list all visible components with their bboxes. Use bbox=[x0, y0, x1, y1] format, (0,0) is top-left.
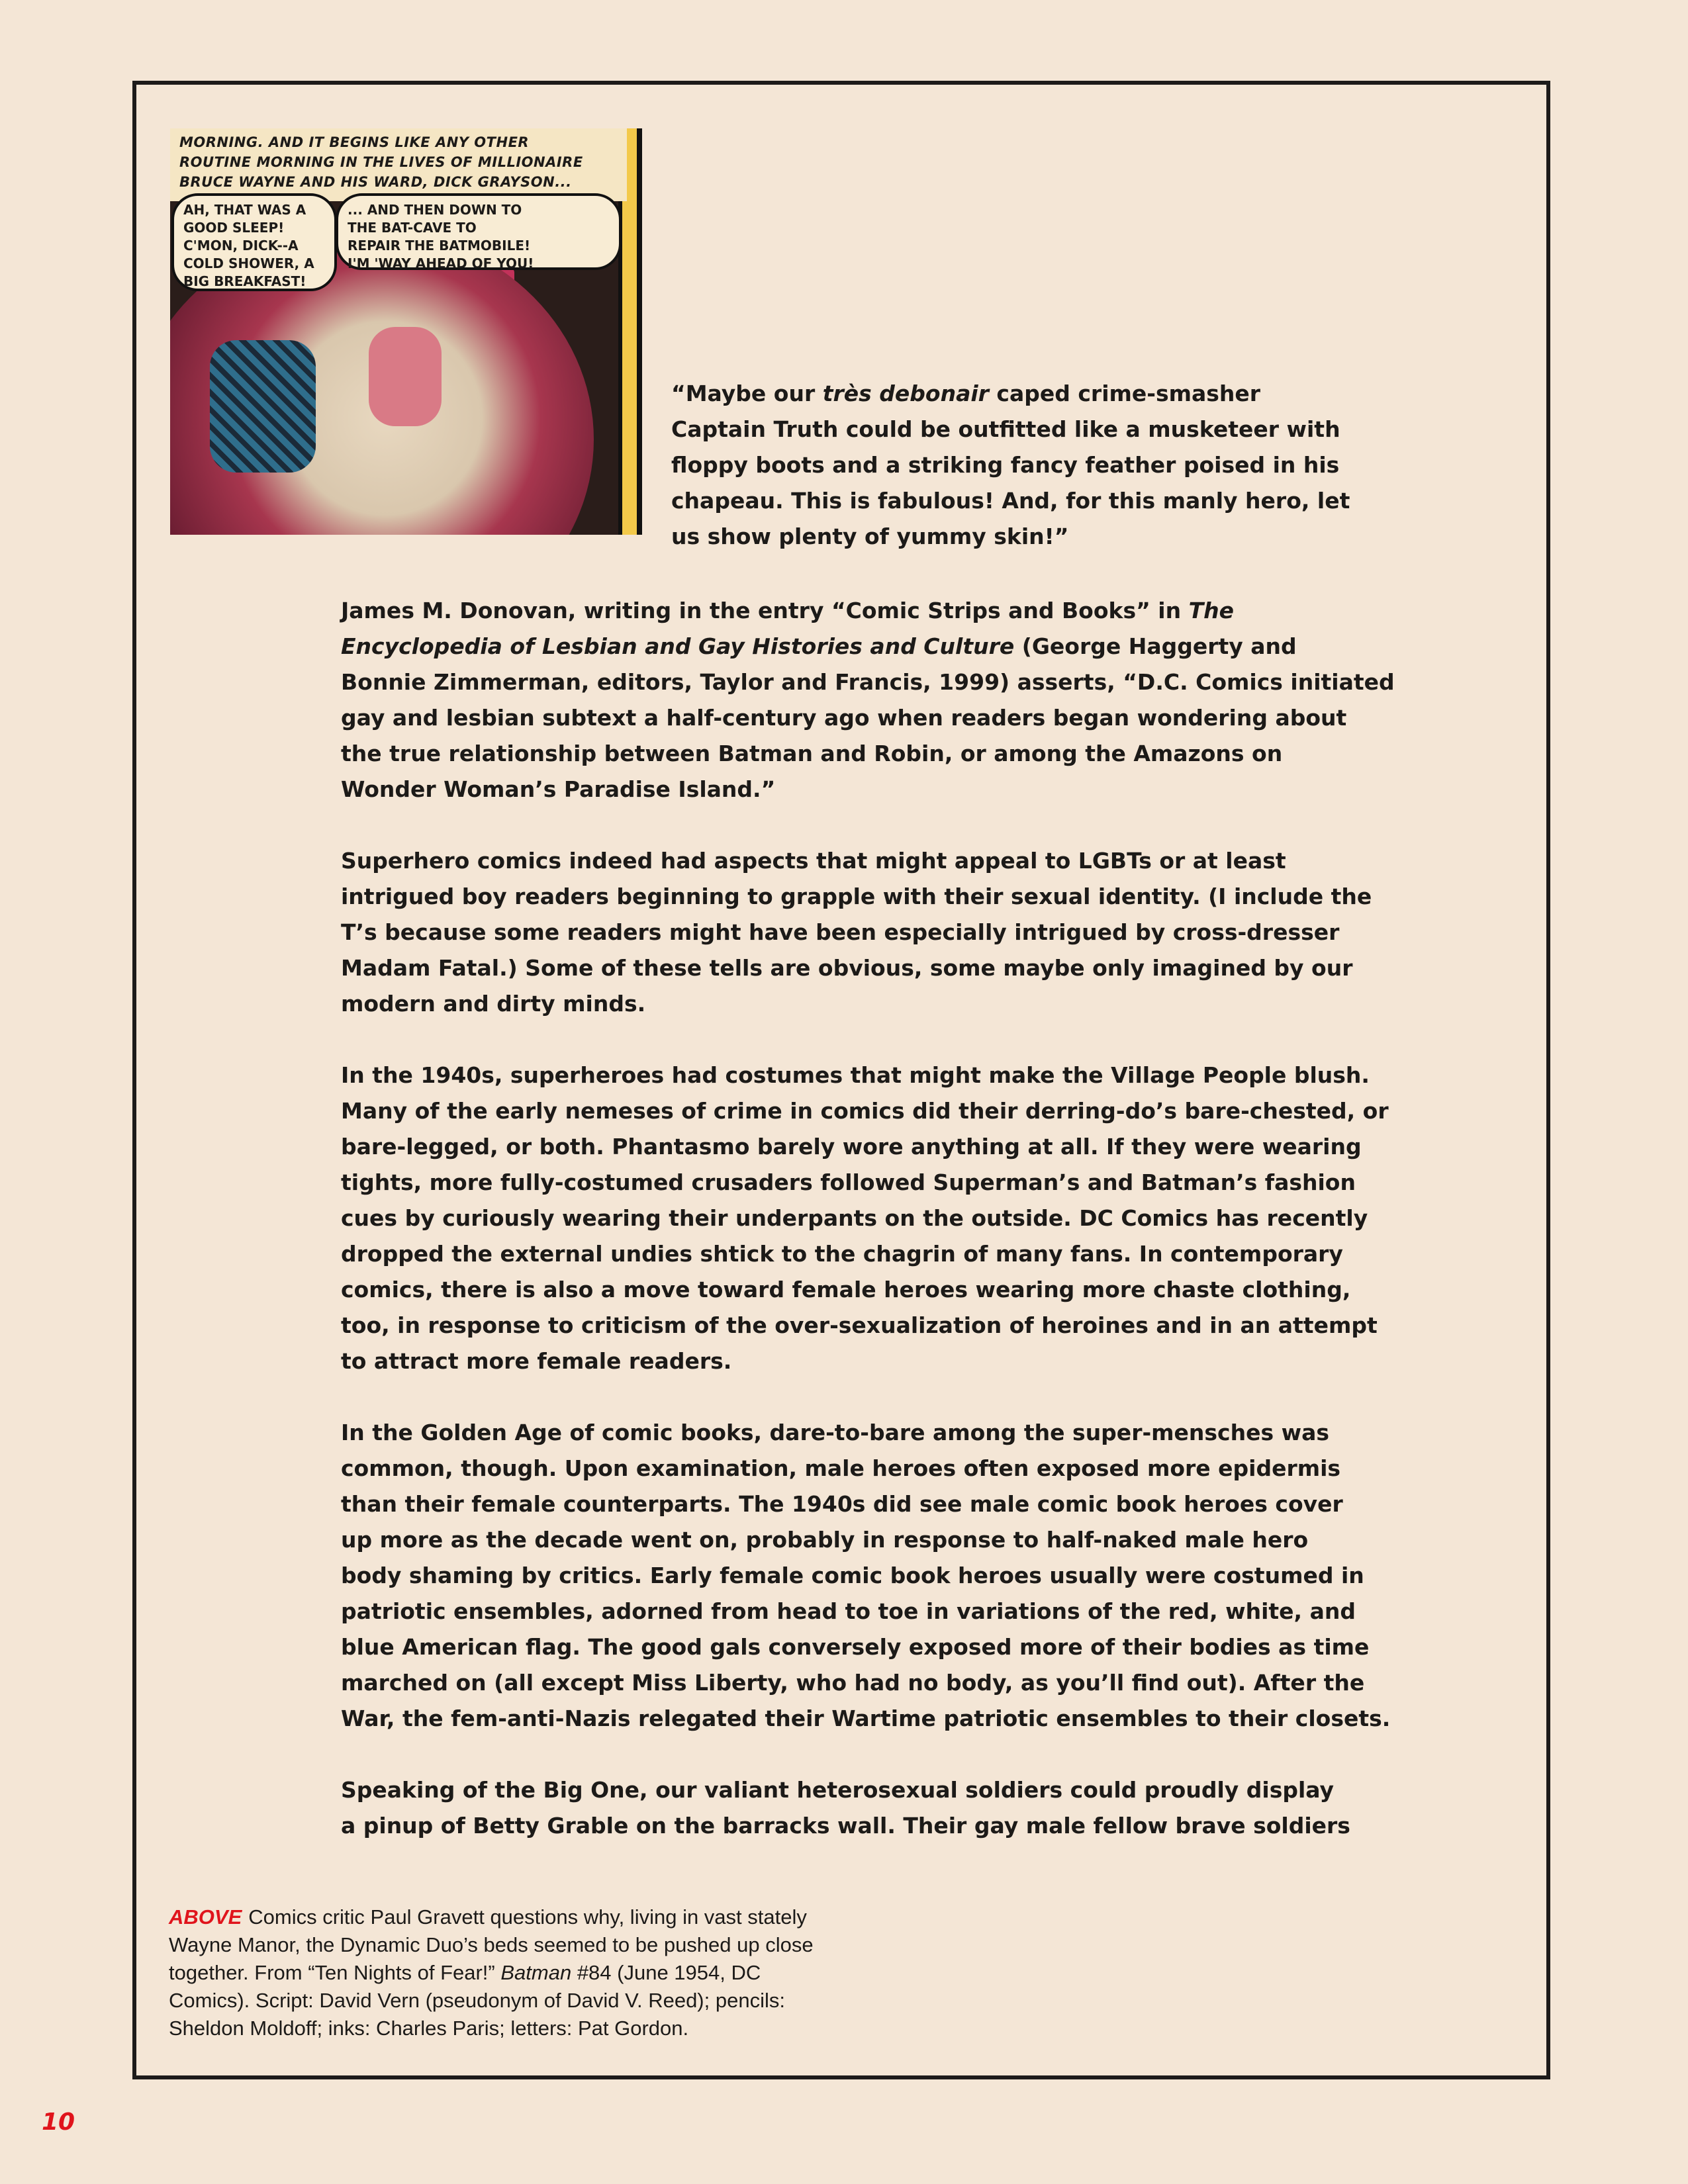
comic-text-line: REPAIR THE BATMOBILE! bbox=[348, 238, 531, 253]
text-line bbox=[341, 1522, 1395, 1558]
comic-text-line: BRUCE WAYNE AND HIS WARD, DICK GRAYSON... bbox=[179, 174, 572, 190]
text-line bbox=[341, 1629, 1395, 1665]
text-segment: Madam Fatal.) Some of these tells are obvious, some maybe only imagined by our bbox=[341, 955, 1353, 981]
image-caption bbox=[169, 1903, 814, 2042]
text-line bbox=[341, 1343, 1395, 1379]
comic-text-line: BIG BREAKFAST! bbox=[183, 273, 306, 289]
quote-line bbox=[671, 519, 1350, 555]
text-line bbox=[341, 1201, 1395, 1236]
text-segment: “Maybe our bbox=[671, 381, 823, 406]
text-segment: floppy boots and a striking fancy feather poised in his bbox=[671, 452, 1340, 478]
text-segment: too, in response to criticism of the over-sexualization of heroines and in an attempt bbox=[341, 1312, 1378, 1338]
comic-text-line: ROUTINE MORNING IN THE LIVES OF MILLIONAIRE bbox=[179, 154, 583, 170]
text-segment: Many of the early nemeses of crime in comics did their derring-do’s bare-chested, or bbox=[341, 1098, 1389, 1124]
comic-text-line: MORNING. AND IT BEGINS LIKE ANY OTHER bbox=[179, 134, 530, 150]
quote-line bbox=[671, 376, 1350, 412]
quote-line bbox=[671, 412, 1350, 447]
text-segment: In the Golden Age of comic books, dare-to-bare among the super-mensches was bbox=[341, 1420, 1330, 1445]
text-segment: patriotic ensembles, adorned from head to toe in variations of the red, white, and bbox=[341, 1598, 1356, 1624]
caption-line bbox=[169, 1959, 814, 1987]
text-segment: to attract more female readers. bbox=[341, 1348, 732, 1374]
caption-line bbox=[169, 2015, 814, 2042]
text-segment: tights, more fully-costumed crusaders followed Superman’s and Batman’s fashion bbox=[341, 1169, 1356, 1195]
caption-line bbox=[169, 1987, 814, 2015]
text-segment: a pinup of Betty Grable on the barracks wall. Their gay male fellow brave soldiers bbox=[341, 1813, 1350, 1839]
text-segment: gay and lesbian subtext a half-century ago when readers began wondering about bbox=[341, 705, 1347, 731]
quote-line bbox=[671, 483, 1350, 519]
paragraph bbox=[341, 593, 1395, 807]
speech-balloon-bruce bbox=[171, 193, 337, 291]
text-segment: War, the fem-anti-Nazis relegated their Wartime patriotic ensembles to their closets. bbox=[341, 1706, 1391, 1731]
text-segment: In the 1940s, superheroes had costumes that might make the Village People blush. bbox=[341, 1062, 1370, 1088]
quote-line bbox=[671, 447, 1350, 483]
text-line bbox=[341, 1558, 1395, 1594]
text-line bbox=[341, 1415, 1395, 1451]
text-segment: than their female counterparts. The 1940s did see male comic book heroes cover bbox=[341, 1491, 1343, 1517]
text-line bbox=[341, 879, 1395, 915]
comic-dick-grayson bbox=[369, 327, 442, 426]
italic-text: The bbox=[1188, 598, 1234, 623]
text-line bbox=[341, 1058, 1395, 1093]
text-line bbox=[341, 986, 1395, 1022]
text-line bbox=[341, 1808, 1395, 1844]
text-line bbox=[341, 1308, 1395, 1343]
text-segment: marched on (all except Miss Liberty, who had no body, as you’ll find out). After the bbox=[341, 1670, 1365, 1696]
paragraph bbox=[341, 843, 1395, 1022]
text-segment: dropped the external undies shtick to the chagrin of many fans. In contemporary bbox=[341, 1241, 1343, 1267]
text-segment: common, though. Upon examination, male heroes often exposed more epidermis bbox=[341, 1455, 1341, 1481]
text-line bbox=[341, 772, 1395, 807]
text-line bbox=[341, 1451, 1395, 1486]
text-segment: Superhero comics indeed had aspects that might appeal to LGBTs or at least bbox=[341, 848, 1286, 874]
italic-text: très debonair bbox=[822, 381, 989, 406]
text-line bbox=[341, 1129, 1395, 1165]
text-segment: James M. Donovan, writing in the entry “Comic Strips and Books” in bbox=[341, 598, 1189, 623]
comic-caption-box bbox=[170, 128, 627, 201]
text-segment: us show plenty of yummy skin!” bbox=[671, 523, 1069, 549]
text-segment: chapeau. This is fabulous! And, for this manly hero, let bbox=[671, 488, 1350, 514]
text-segment: the true relationship between Batman and Robin, or among the Amazons on bbox=[341, 741, 1283, 766]
text-segment: #84 (June 1954, DC bbox=[571, 1961, 761, 1984]
pull-quote bbox=[671, 376, 1350, 555]
text-line bbox=[341, 1665, 1395, 1701]
italic-text: Encyclopedia of Lesbian and Gay Histories and Culture bbox=[341, 633, 1015, 659]
text-segment: T’s because some readers might have been especially intrigued by cross-dresser bbox=[341, 919, 1340, 945]
text-segment: modern and dirty minds. bbox=[341, 991, 646, 1017]
text-segment: body shaming by critics. Early female comic book heroes usually were costumed in bbox=[341, 1563, 1364, 1588]
text-segment: together. From “Ten Nights of Fear!” bbox=[169, 1961, 501, 1984]
caption-label: ABOVE bbox=[169, 1905, 242, 1929]
comic-text-line: C'MON, DICK--A bbox=[183, 238, 299, 253]
text-line bbox=[341, 1594, 1395, 1629]
body-text bbox=[341, 593, 1395, 1880]
text-line bbox=[341, 1236, 1395, 1272]
paragraph bbox=[341, 1415, 1395, 1737]
text-segment: Wayne Manor, the Dynamic Duo’s beds seemed to be pushed up close bbox=[169, 1933, 814, 1956]
italic-text: Batman bbox=[500, 1961, 572, 1984]
comic-text-line: COLD SHOWER, A bbox=[183, 255, 314, 271]
text-segment: Wonder Woman’s Paradise Island.” bbox=[341, 776, 776, 802]
page-number: 10 bbox=[42, 2109, 75, 2136]
text-segment: Speaking of the Big One, our valiant heterosexual soldiers could proudly display bbox=[341, 1777, 1335, 1803]
text-segment: bare-legged, or both. Phantasmo barely wore anything at all. If they were wearing bbox=[341, 1134, 1362, 1160]
text-segment: Bonnie Zimmerman, editors, Taylor and Francis, 1999) asserts, “D.C. Comics initiated bbox=[341, 669, 1395, 695]
caption-line bbox=[169, 1903, 814, 1931]
text-line bbox=[341, 1486, 1395, 1522]
text-segment: (George Haggerty and bbox=[1014, 633, 1297, 659]
paragraph bbox=[341, 1058, 1395, 1379]
text-segment: Captain Truth could be outfitted like a musketeer with bbox=[671, 416, 1340, 442]
comic-text-line: I'M 'WAY AHEAD OF YOU! bbox=[348, 255, 534, 271]
comic-text-line: ... AND THEN DOWN TO bbox=[348, 202, 522, 218]
speech-balloon-dick bbox=[336, 193, 622, 270]
comic-text-line: AH, THAT WAS A bbox=[183, 202, 306, 218]
text-line bbox=[341, 629, 1395, 664]
text-line bbox=[341, 843, 1395, 879]
text-segment: Sheldon Moldoff; inks: Charles Paris; letters: Pat Gordon. bbox=[169, 2017, 689, 2040]
text-segment: caped crime-smasher bbox=[988, 381, 1261, 406]
text-line bbox=[341, 664, 1395, 700]
text-line bbox=[341, 1272, 1395, 1308]
text-segment: cues by curiously wearing their underpants on the outside. DC Comics has recently bbox=[341, 1205, 1368, 1231]
paragraph bbox=[341, 1772, 1395, 1844]
text-segment: Comics). Script: David Vern (pseudonym of David V. Reed); pencils: bbox=[169, 1989, 785, 2012]
caption-line bbox=[169, 1931, 814, 1959]
comic-panel-image bbox=[170, 128, 642, 535]
text-segment: comics, there is also a move toward female heroes wearing more chaste clothing, bbox=[341, 1277, 1351, 1302]
text-segment: intrigued boy readers beginning to grapple with their sexual identity. (I include the bbox=[341, 884, 1372, 909]
comic-text-line: THE BAT-CAVE TO bbox=[348, 220, 477, 236]
text-line bbox=[341, 700, 1395, 736]
text-segment: blue American flag. The good gals conversely exposed more of their bodies as time bbox=[341, 1634, 1370, 1660]
text-line bbox=[341, 915, 1395, 950]
text-line bbox=[341, 593, 1395, 629]
text-line bbox=[341, 1772, 1395, 1808]
comic-text-line: GOOD SLEEP! bbox=[183, 220, 285, 236]
text-line bbox=[341, 736, 1395, 772]
text-line bbox=[341, 950, 1395, 986]
text-segment: up more as the decade went on, probably in response to half-naked male hero bbox=[341, 1527, 1309, 1553]
text-line bbox=[341, 1093, 1395, 1129]
text-line bbox=[341, 1165, 1395, 1201]
text-segment: Comics critic Paul Gravett questions why, living in vast stately bbox=[248, 1905, 807, 1929]
comic-bruce-wayne bbox=[210, 340, 316, 473]
text-line bbox=[341, 1701, 1395, 1737]
